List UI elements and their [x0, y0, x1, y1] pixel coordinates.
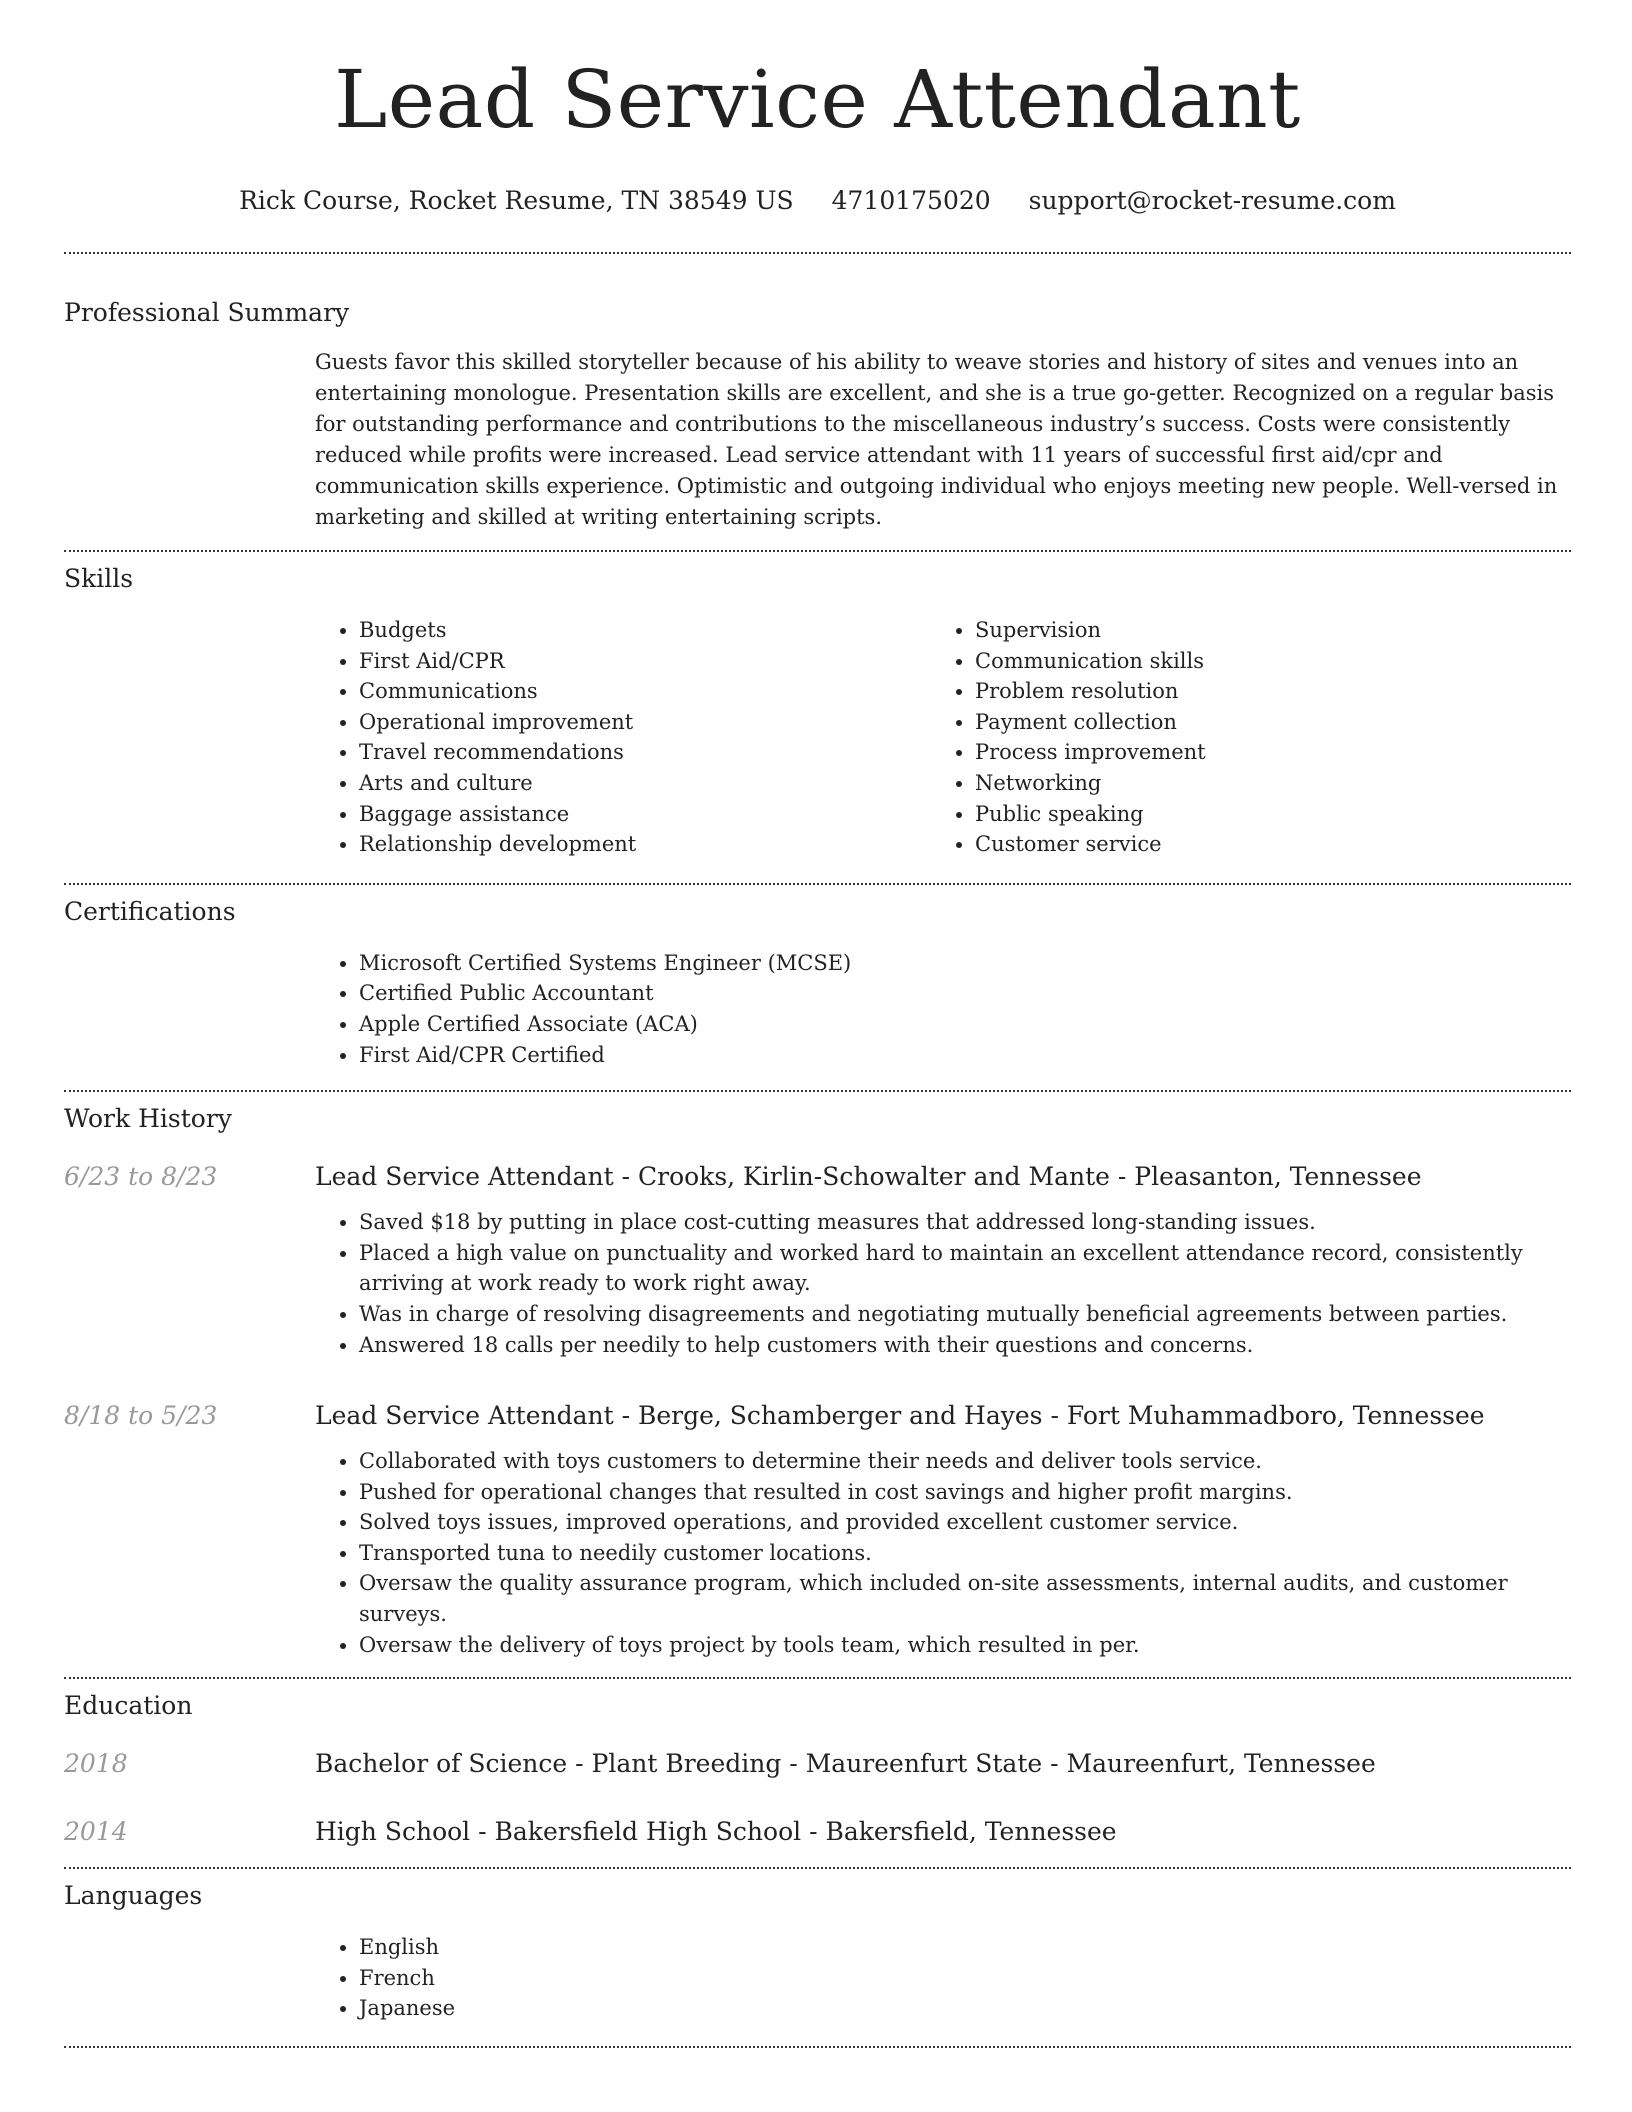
- resume-name: Lead Service Attendant: [334, 53, 1301, 146]
- job-dates: 6/23 to 8/23: [64, 1162, 218, 1192]
- section-education: [64, 1690, 1571, 1848]
- section-summary: [64, 297, 1571, 533]
- skill-item: • Baggage assistance: [359, 799, 931, 830]
- certification-item: • Apple Certified Associate (ACA): [359, 1009, 1571, 1040]
- skill-item: • Problem resolution: [975, 676, 1547, 707]
- certification-item: • First Aid/CPR Certified: [359, 1040, 1571, 1071]
- section-certifications: [64, 896, 1571, 1070]
- job-employer: - Berge, Schamberger and Hayes - Fort Muhammadboro, Tennessee: [613, 1401, 1485, 1431]
- section-skills: [64, 563, 1571, 860]
- section-work-history: [64, 1103, 1571, 1660]
- skill-item: • Communication skills: [975, 646, 1547, 677]
- skill-item: • Payment collection: [975, 707, 1547, 738]
- job-dates: 8/18 to 5/23: [64, 1401, 218, 1431]
- skill-item: • Arts and culture: [359, 768, 931, 799]
- divider: [64, 252, 1571, 254]
- skill-item: • Budgets: [359, 615, 931, 646]
- skill-item: • Networking: [975, 768, 1547, 799]
- education-year: 2014: [64, 1817, 128, 1847]
- summary-text: Guests favor this skilled storyteller because of his ability to weave stories and history of sites and venues into an entertaining monologue. Presentation skills are excellent, and she is a true go-getter. Recognized on a regular basis for outstanding performance and contributions to the miscellaneous industry’s success. Costs were consistently reduced while profits were increased. Lead service attendant with 11 years of successful first aid/cpr and communication skills experience. Optimistic and outgoing individual who enjoys meeting new people. Well-versed in marketing and skilled at writing entertaining scripts.: [315, 350, 1558, 529]
- education-school: - Bakersfield High School - Bakersfield, Tennessee: [470, 1817, 1117, 1847]
- education-year: 2018: [64, 1749, 128, 1779]
- skills-grid: [315, 615, 1571, 860]
- language-item: • French: [359, 1963, 1571, 1994]
- language-item: • English: [359, 1932, 1571, 1963]
- skill-item: • Communications: [359, 676, 931, 707]
- job-duty: • Pushed for operational changes that resulted in cost savings and higher profit margins.: [359, 1477, 1571, 1508]
- skills-list-left: [315, 615, 931, 860]
- languages-list: [315, 1932, 1571, 2024]
- section-title-certifications: Certifications: [64, 896, 236, 926]
- job-heading: [315, 1400, 1571, 1432]
- job-duty: • Solved toys issues, improved operations, and provided excellent customer service.: [359, 1507, 1571, 1538]
- education-entry: [64, 1748, 1571, 1780]
- education-degree: Bachelor of Science - Plant Breeding: [315, 1749, 782, 1779]
- skill-item: • Supervision: [975, 615, 1547, 646]
- skill-item: • Process improvement: [975, 737, 1547, 768]
- education-heading: [315, 1816, 1571, 1848]
- section-title-work: Work History: [64, 1104, 232, 1134]
- divider: [64, 2046, 1571, 2048]
- job-title: Lead Service Attendant: [315, 1162, 614, 1192]
- education-degree: High School: [315, 1817, 471, 1847]
- section-languages: [64, 1880, 1571, 2024]
- skill-item: • First Aid/CPR: [359, 646, 931, 677]
- job-duty: • Collaborated with toys customers to determine their needs and deliver tools service.: [359, 1446, 1571, 1477]
- job-duty: • Oversaw the delivery of toys project by tools team, which resulted in per.: [359, 1630, 1571, 1661]
- resume-page: [64, 0, 1571, 2048]
- job-duties: [315, 1207, 1571, 1360]
- contact-email: support@rocket-resume.com: [1028, 186, 1396, 215]
- job-duty: • Answered 18 calls per needily to help customers with their questions and concerns.: [359, 1330, 1571, 1361]
- skill-item: • Customer service: [975, 829, 1547, 860]
- certifications-list: [315, 948, 1571, 1070]
- divider: [64, 883, 1571, 885]
- section-title-summary: Professional Summary: [64, 298, 350, 327]
- contact-line: [64, 184, 1571, 218]
- skills-list-right: [931, 615, 1547, 860]
- job-duty: • Was in charge of resolving disagreements and negotiating mutually beneficial agreements between parties.: [359, 1299, 1571, 1330]
- job-duties: [315, 1446, 1571, 1660]
- divider: [64, 1867, 1571, 1869]
- certification-item: • Certified Public Accountant: [359, 978, 1571, 1009]
- divider: [64, 550, 1571, 552]
- skill-item: • Travel recommendations: [359, 737, 931, 768]
- education-heading: [315, 1748, 1571, 1780]
- job-duty: • Transported tuna to needily customer locations.: [359, 1538, 1571, 1569]
- contact-phone: 4710175020: [831, 186, 991, 215]
- job-duty: • Placed a high value on punctuality and worked hard to maintain an excellent attendance record, consistently arriving at work ready to work right away.: [359, 1238, 1571, 1299]
- job-employer: - Crooks, Kirlin-Schowalter and Mante - Pleasanton, Tennessee: [613, 1162, 1422, 1192]
- education-entry: [64, 1816, 1571, 1848]
- job-entry: [64, 1161, 1571, 1360]
- job-duty: • Saved $18 by putting in place cost-cutting measures that addressed long-standing issues.: [359, 1207, 1571, 1238]
- job-entry: [64, 1400, 1571, 1660]
- skill-item: • Operational improvement: [359, 707, 931, 738]
- job-heading: [315, 1161, 1571, 1193]
- contact-address: Rick Course, Rocket Resume, TN 38549 US: [239, 186, 794, 215]
- job-title: Lead Service Attendant: [315, 1401, 614, 1431]
- education-school: - Maureenfurt State - Maureenfurt, Tennessee: [781, 1749, 1376, 1779]
- section-title-languages: Languages: [64, 1881, 203, 1911]
- certification-item: • Microsoft Certified Systems Engineer (MCSE): [359, 948, 1571, 979]
- section-title-skills: Skills: [64, 564, 134, 593]
- skill-item: • Relationship development: [359, 829, 931, 860]
- language-item: • Japanese: [359, 1993, 1571, 2024]
- skill-item: • Public speaking: [975, 799, 1547, 830]
- divider: [64, 1090, 1571, 1092]
- section-title-education: Education: [64, 1691, 193, 1721]
- divider: [64, 1677, 1571, 1679]
- job-duty: • Oversaw the quality assurance program, which included on-site assessments, internal audits, and customer surveys.: [359, 1568, 1571, 1629]
